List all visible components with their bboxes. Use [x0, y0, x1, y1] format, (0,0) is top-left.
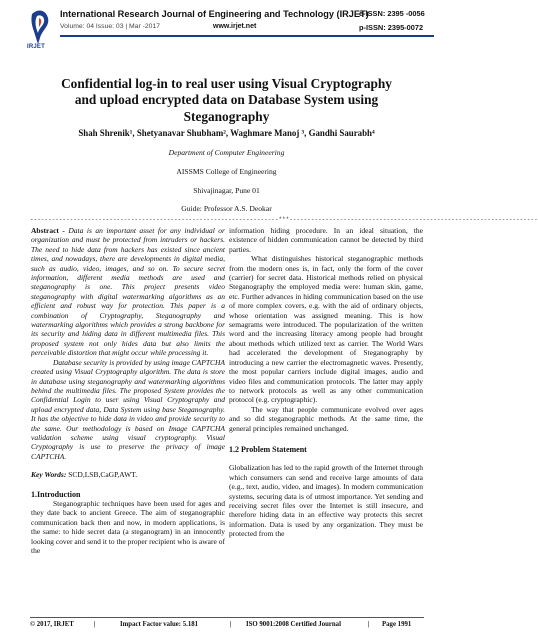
author-list: Shah Shrenik¹, Shetyanavar Shubham², Waghmare Manoj ³, Gandhi Saurabh⁴ — [78, 128, 375, 138]
body-paragraph: The way that people communicate evolved over ages and so did steganographic methods. At the same time, the general principles remained unchanged. — [229, 404, 423, 433]
problem-statement-heading: 1.2 Problem Statement — [229, 444, 307, 454]
keywords-label: Key Words: — [31, 470, 67, 480]
guide: Guide: Professor A.S. Deokar — [181, 204, 272, 213]
footer-impact-factor: Impact Factor value: 5.181 — [120, 621, 199, 628]
footer-rule — [30, 617, 424, 618]
journal-website: www.irjet.net — [213, 23, 257, 30]
p-issn: p-ISSN: 2395-0072 — [359, 23, 424, 32]
title-line: Confidential log-in to real user using Visual Cryptography — [61, 76, 392, 91]
footer-iso: ISO 9001:2008 Certified Journal — [246, 621, 341, 628]
city: Shivajinagar, Pune 01 — [193, 186, 260, 195]
department: Department of Computer Engineering — [168, 148, 285, 157]
footer-separator: | — [368, 621, 370, 628]
journal-title: International Research Journal of Engineering and Technology (IRJET) — [60, 9, 369, 19]
abstract-paragraph — [31, 226, 225, 358]
title-line: Steganography — [183, 108, 270, 124]
header-rule — [60, 35, 434, 37]
section-divider: ---------------------------------------------------------------------***--------------------------------------------------------------------- — [30, 216, 538, 223]
keywords — [31, 470, 225, 479]
journal-header — [0, 0, 453, 66]
footer-page-number: Page 1991 — [382, 621, 412, 628]
irjet-logo-icon — [28, 8, 52, 46]
college: AISSMS College of Engineering — [176, 167, 277, 176]
title-line: and upload encrypted data on Database System using — [74, 92, 379, 108]
footer-separator: | — [230, 621, 232, 628]
body-paragraph: What distinguishes historical steganographic methods from the modern ones is, in fact, only the form of the cover (carrier) for secret data. Historical methods relied on physical Steganography the employed media were: human skin, game, etc. Further advances in hiding communication based on the use of more complex covers, e.g. with the aid of ordinary objects, whose orientation was assigned meaning. This is how semagrams were introduced. The popularization of the written word and the increasing literacy among people had brought about methods which utilized text as carrier. The World Wars had accelerated the development of Steganography by introducing a new carrier the electromagnetic waves. Presently, the most popular carriers include digital images, audio and video files and communication protocols. The latter may apply to network protocols as well as any other communication protocol (e.g. cryptographic). — [229, 254, 423, 405]
footer-separator: | — [94, 621, 96, 628]
paper-title — [40, 76, 413, 125]
abstract-paragraph-2: Database security is provided by using image CAPTCHA created using Visual Cryptography algorithm. The data is store in database using steganography and watermarking algorithms behind the multimedia files. The proposed System provides the Confidential Login to user using Visual Cryptography and upload encrypted data, Data System using base Steganography. It has the objective to hide data in video and provide security to the same. Our methodology is based on Image CAPTCHA validation scheme using visual cryptography. Visual Cryptography is use to preserve the privacy of image CAPTCHA. — [31, 357, 225, 461]
abstract-label: Abstract - — [31, 226, 69, 235]
left-column — [31, 226, 225, 555]
e-issn: e-ISSN: 2395 -0056 — [359, 9, 425, 18]
problem-statement-paragraph: Globalization has led to the rapid growth of the Internet through which consumers can send and receive large amounts of data (e.g., text, audio, video, and images). In modern communication systems, securing data is of utmost importance. Yet sending and receiving secret files over the Internet is still insecure, and therefore hiding data in an effective way protects this secret information. Data is used by any organization. They must be protected from the — [229, 463, 423, 539]
intro-heading: 1.Introduction — [31, 489, 81, 499]
abstract-text: Data is an important asset for any individual or organization and must be protected from intruders or hackers. The need to hide data from hackers has existed since ancient times, and nowadays, there are developments in digital media, such as audio, video, images, and so on. To secure secret information, different media methods are used and steganography is one. This project presents video steganography with digital watermarking algorithms as an efficient and robust way for protection. This paper is a combination of Cryptography, Steganography and watermarking algorithms which provides a strong backbone for its security and hiding data in different multimedia files. This proposed system not only hides data but also limits the perceivable distortion that might occur while processing it. — [31, 226, 225, 358]
keywords-text: SCD,LSB,CaGP,AWT. — [66, 470, 138, 480]
volume-issue: Volume: 04 Issue: 03 | Mar -2017 — [60, 23, 160, 30]
footer-copyright: © 2017, IRJET — [30, 621, 74, 628]
right-column — [229, 226, 423, 539]
logo-text: IRJET — [27, 44, 46, 50]
body-paragraph: information hiding procedure. In an ideal situation, the existence of hidden communication cannot be detected by third parties. — [229, 226, 423, 254]
intro-paragraph: Steganographic techniques have been used for ages and they date back to ancient Greece. The aim of steganographic communication back then and now, in modern applications, is the same: to hide secret data (a steganogram) in an innocently looking cover and send it to the proper recipient who is aware of the — [31, 498, 225, 555]
